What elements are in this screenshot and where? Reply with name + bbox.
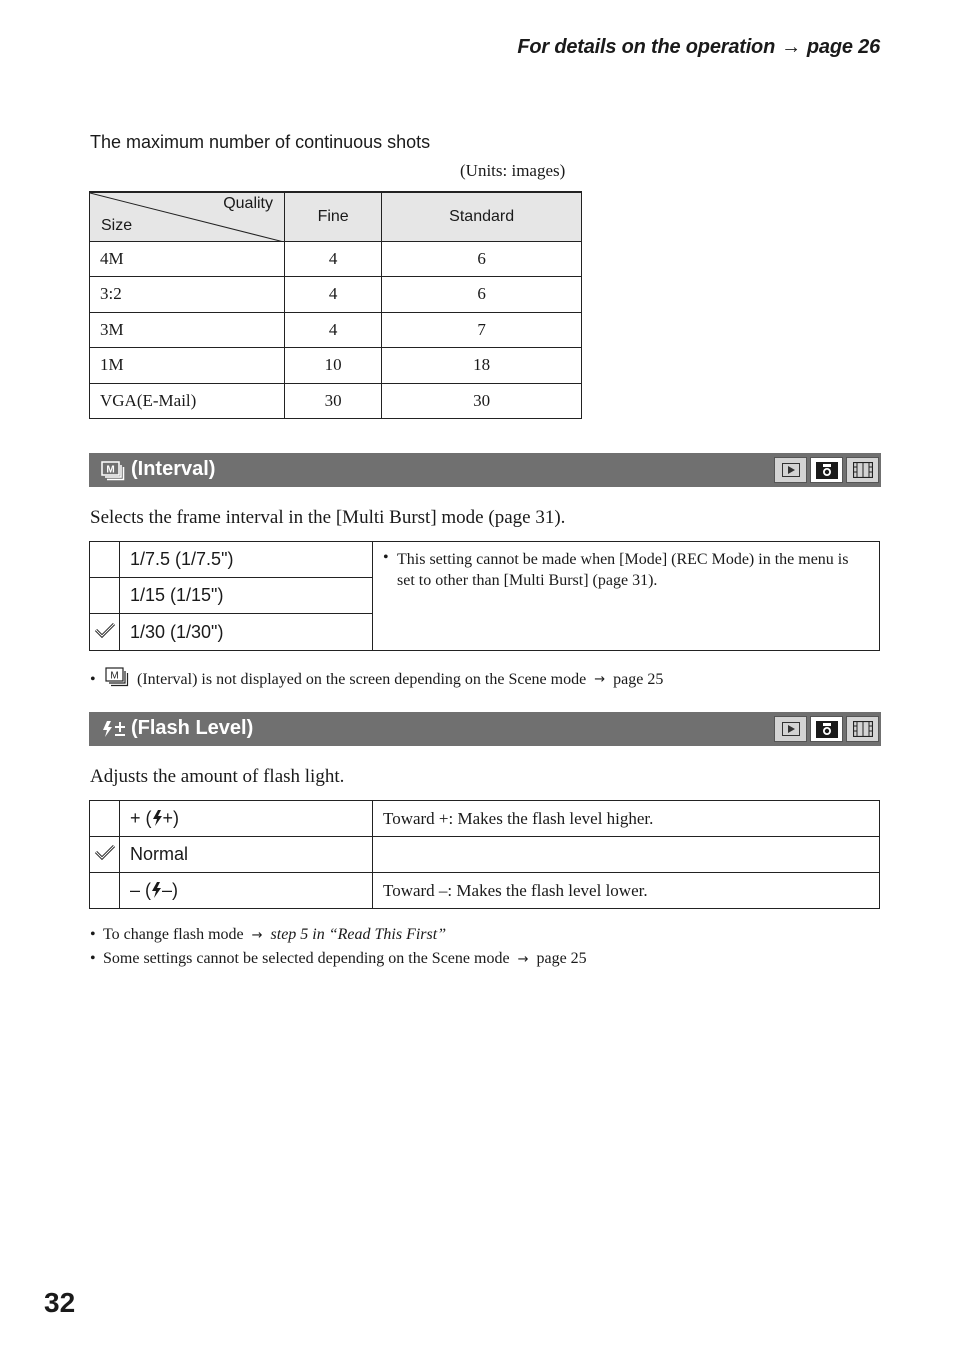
flash-level-description: Adjusts the amount of flash light. xyxy=(90,766,345,787)
table-row xyxy=(90,801,880,837)
flash-plus-prefix: + ( xyxy=(130,808,152,828)
flash-icon xyxy=(151,882,162,898)
flash-footnote-2-page: page 25 xyxy=(536,950,587,967)
default-check-icon xyxy=(90,837,120,873)
interval-footnote-text: (Interval) is not displayed on the screen depending on the Scene mode xyxy=(137,670,587,688)
cell-standard: 7 xyxy=(382,312,582,348)
option-check-cell xyxy=(90,873,120,909)
right-arrow-icon: → xyxy=(517,952,529,967)
cell-standard: 30 xyxy=(382,383,582,419)
continuous-shots-table xyxy=(89,191,582,419)
cell-fine: 4 xyxy=(285,277,382,313)
multi-burst-interval-icon xyxy=(105,667,129,692)
header-quality: Quality xyxy=(223,195,273,212)
bullet: • xyxy=(383,549,389,566)
camera-mode-icon xyxy=(810,716,843,742)
flash-level-section-bar xyxy=(89,712,881,746)
svg-text:M: M xyxy=(110,670,119,682)
table-row xyxy=(90,873,880,909)
right-arrow-icon: → xyxy=(251,928,263,943)
cell-fine: 4 xyxy=(285,241,382,277)
cell-size: 4M xyxy=(90,241,285,277)
continuous-shots-title: The maximum number of continuous shots xyxy=(90,132,431,152)
interval-option-1[interactable]: 1/7.5 (1/7.5") xyxy=(120,542,373,578)
movie-mode-icon xyxy=(846,716,879,742)
interval-note xyxy=(373,542,880,651)
interval-options-table xyxy=(89,541,880,651)
interval-section-title: (Interval) xyxy=(131,458,216,480)
flash-level-icon xyxy=(101,720,127,744)
units-label: (Units: images) xyxy=(460,161,566,180)
cell-standard: 6 xyxy=(382,277,582,313)
flash-plus-description: Toward +: Makes the flash level higher. xyxy=(373,801,880,837)
flash-minus-description: Toward –: Makes the flash level lower. xyxy=(373,873,880,909)
size-quality-header xyxy=(90,192,285,241)
header-cross-reference xyxy=(517,36,880,59)
cell-fine: 30 xyxy=(285,383,382,419)
interval-option-3[interactable]: 1/30 (1/30") xyxy=(120,614,373,651)
flash-minus-suffix: –) xyxy=(162,880,179,900)
flash-footnote-1-text: To change flash mode xyxy=(103,926,244,943)
flash-level-options-table xyxy=(89,800,880,909)
mode-icons xyxy=(774,716,879,742)
interval-section-bar xyxy=(89,453,881,487)
svg-text:M: M xyxy=(106,464,115,476)
bullet: • xyxy=(90,950,96,967)
movie-mode-icon xyxy=(846,457,879,483)
flash-option-plus[interactable] xyxy=(120,801,373,837)
interval-footnote xyxy=(90,667,663,692)
interval-note-text: This setting cannot be made when [Mode] (REC Mode) in the menu is set to other than [Multi Burst] (page 31). xyxy=(397,551,849,589)
flash-footnote-2 xyxy=(90,950,587,968)
page-number: 32 xyxy=(44,1287,76,1318)
option-check-cell xyxy=(90,542,120,578)
flash-footnote-2-text: Some settings cannot be selected depending on the Scene mode xyxy=(103,950,510,967)
table-row xyxy=(90,348,582,384)
flash-minus-prefix: – ( xyxy=(130,880,152,900)
default-check-icon xyxy=(90,614,120,651)
flash-level-section-title: (Flash Level) xyxy=(131,717,254,739)
option-check-cell xyxy=(90,578,120,614)
cell-fine: 10 xyxy=(285,348,382,384)
table-row xyxy=(90,383,582,419)
cell-size: 3:2 xyxy=(90,277,285,313)
interval-option-2[interactable]: 1/15 (1/15") xyxy=(120,578,373,614)
header-fine: Fine xyxy=(285,192,382,241)
playback-mode-icon xyxy=(774,716,807,742)
flash-icon xyxy=(152,810,163,826)
table-row xyxy=(90,277,582,313)
cell-size: VGA(E-Mail) xyxy=(90,383,285,419)
multi-burst-interval-icon xyxy=(101,461,125,487)
flash-footnote-1 xyxy=(90,926,446,944)
flash-option-minus[interactable] xyxy=(120,873,373,909)
table-row xyxy=(90,241,582,277)
header-standard: Standard xyxy=(382,192,582,241)
right-arrow-icon: → xyxy=(781,36,801,58)
interval-description: Selects the frame interval in the [Multi Burst] mode (page 31). xyxy=(90,507,566,528)
flash-normal-description xyxy=(373,837,880,873)
option-check-cell xyxy=(90,801,120,837)
interval-footnote-page: page 25 xyxy=(613,670,664,688)
cell-standard: 6 xyxy=(382,241,582,277)
right-arrow-icon: → xyxy=(594,672,606,687)
header-size: Size xyxy=(101,216,133,234)
flash-option-normal[interactable]: Normal xyxy=(120,837,373,873)
cell-standard: 18 xyxy=(382,348,582,384)
cell-size: 3M xyxy=(90,312,285,348)
mode-icons xyxy=(774,457,879,483)
bullet: • xyxy=(90,670,96,688)
flash-plus-suffix: +) xyxy=(162,808,180,828)
header-ref-text: For details on the operation xyxy=(517,36,776,58)
cell-size: 1M xyxy=(90,348,285,384)
flash-footnote-1-ref: step 5 in “Read This First” xyxy=(270,926,447,943)
bullet: • xyxy=(90,926,96,943)
table-row xyxy=(90,542,880,578)
cell-fine: 4 xyxy=(285,312,382,348)
table-row xyxy=(90,312,582,348)
table-row xyxy=(90,837,880,873)
header-ref-page: page 26 xyxy=(806,36,880,58)
camera-mode-icon xyxy=(810,457,843,483)
playback-mode-icon xyxy=(774,457,807,483)
